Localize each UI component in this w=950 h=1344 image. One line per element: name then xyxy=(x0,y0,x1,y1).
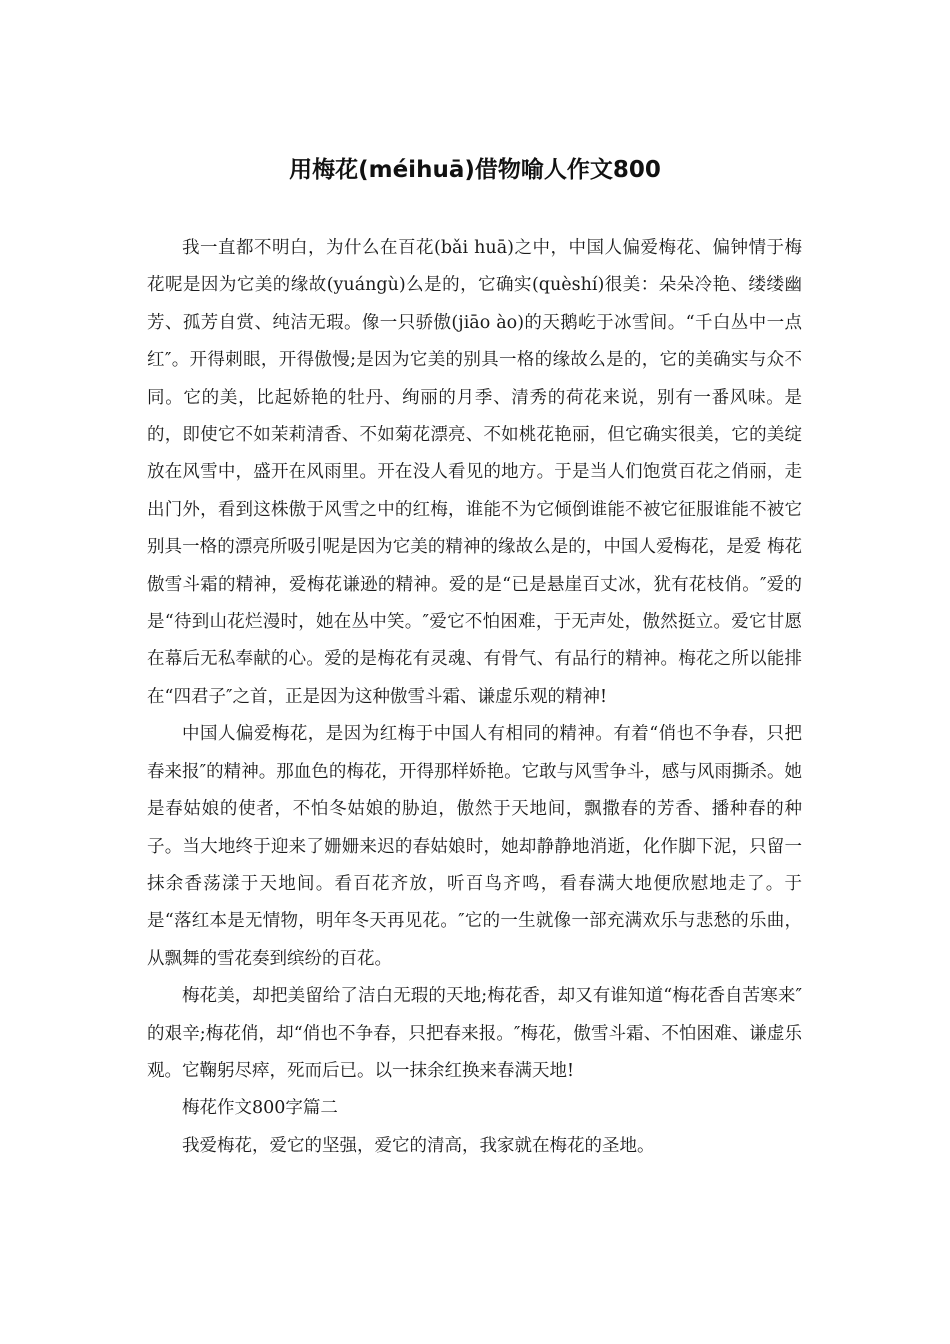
paragraph: 我爱梅花，爱它的坚强，爱它的清高，我家就在梅花的圣地。 xyxy=(182,1135,655,1156)
section-heading: 梅花作文800字篇二 xyxy=(182,1098,338,1119)
paragraph: 梅花美，却把美留给了洁白无瑕的天地;梅花香，却又有谁知道“梅花香自苦寒来″的艰辛;梅花俏，却“俏也不争春，只把春来报。″梅花，傲雪斗霜、不怕困难、谦虚乐观。它鞠躬尽瘁，死而后已。以一抹余红换来春满天地! xyxy=(147,986,802,1081)
document-body xyxy=(147,230,802,1165)
paragraph: 我一直都不明白，为什么在百花(bǎi huā)之中，中国人偏爱梅花、偏钟情于梅花呢是因为它美的缘故(yuángù)么是的，它确实(quèshí)很美：朵朵冷艳、缕缕幽芳、孤芳自赏、纯洁无瑕。像一只骄傲(jiāo ào)的天鹅屹于冰雪间。“千白丛中一点红″。开得刺眼，开得傲慢;是因为它美的别具一格的缘故么是的，它的美确实与众不同。它的美，比起娇艳的牡丹、绚丽的月季、清秀的荷花来说，别有一番风味。是的，即使它不如茉莉清香、不如菊花漂亮、不如桃花艳丽，但它确实很美，它的美绽放在风雪中，盛开在风雨里。开在没人看见的地方。于是当人们饱赏百花之俏丽，走出门外，看到这株傲于风雪之中的红梅，谁能不为它倾倒谁能不被它征服谁能不被它别具一格的漂亮所吸引呢是因为它美的精神的缘故么是的，中国人爱梅花，是爱 梅花傲雪斗霜的精神，爱梅花谦逊的精神。爱的是“已是悬崖百丈冰，犹有花枝俏。″爱的是“待到山花烂漫时，她在丛中笑。″爱它不怕困难，于无声处，傲然挺立。爱它甘愿在幕后无私奉献的心。爱的是梅花有灵魂、有骨气、有品行的精神。梅花之所以能排在“四君子″之首，正是因为这种傲雪斗霜、谦虚乐观的精神! xyxy=(147,238,802,707)
document-title: 用梅花(méihuā)借物喻人作文800 xyxy=(289,157,661,183)
paragraph: 中国人偏爱梅花，是因为红梅于中国人有相同的精神。有着“俏也不争春，只把春来报″的精神。那血色的梅花，开得那样娇艳。它敢与风雪争斗，感与风雨撕杀。她是春姑娘的使者，不怕冬姑娘的胁迫，傲然于天地间，飘撒春的芳香、播种春的种子。当大地终于迎来了姗姗来迟的春姑娘时，她却静静地消逝，化作脚下泥，只留一抹余香荡漾于天地间。看百花齐放，听百鸟齐鸣，看春满大地便欣慰地走了。于是“落红本是无情物，明年冬天再见花。″它的一生就像一部充满欢乐与悲愁的乐曲，从飘舞的雪花奏到缤纷的百花。 xyxy=(147,724,802,969)
